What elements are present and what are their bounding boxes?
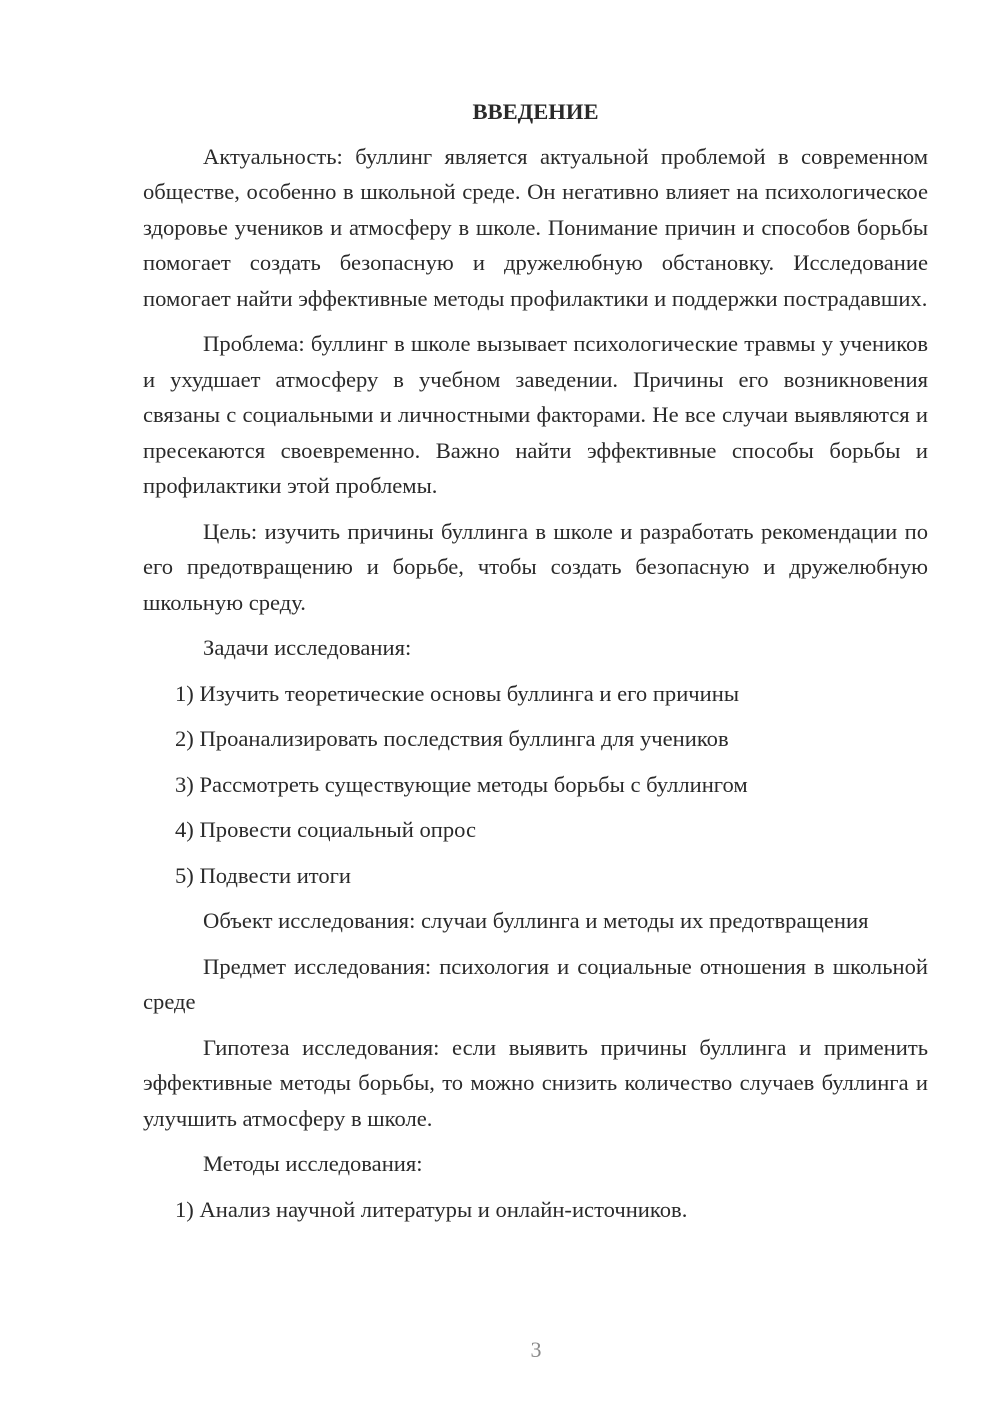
task-item: 5) Подвести итоги [175,862,352,888]
paragraph-object: Объект исследования: случаи буллинга и методы их предотвращения [203,908,869,933]
paragraph-relevance: Актуальность: буллинг является актуальной проблемой в современном обществе, особенно в школьной среде. Он негативно влияет на психологическое здоровье учеников и атмосферу в школе. Понимание причин и способов борьбы помогает создать безопасную и дружелюбную обстановку. Исследование помогает найти эффективные методы профилактики и поддержки пострадавших. [143,143,928,311]
task-item: 2) Проанализировать последствия буллинга для учеников [175,726,729,751]
paragraph-subject: Предмет исследования: психология и социальные отношения в школьной среде [143,953,928,1014]
task-item: 1) Изучить теоретические основы буллинга и его причины [175,680,740,706]
tasks-heading: Задачи исследования: [203,635,412,660]
paragraph-goal: Цель: изучить причины буллинга в школе и разработать рекомендации по его предотвращению и борьбе, чтобы создать безопасную и дружелюбную школьную среду. [143,518,928,615]
page-title: ВВЕДЕНИЕ [472,99,599,124]
task-item: 4) Провести социальный опрос [175,817,477,842]
page-body [143,94,928,1237]
page-number: 3 [530,1337,542,1362]
method-item: 1) Анализ научной литературы и онлайн-источников. [175,1196,688,1222]
task-item: 3) Рассмотреть существующие методы борьбы с буллингом [175,771,748,797]
paragraph-hypothesis: Гипотеза исследования: если выявить причины буллинга и применить эффективные методы борьбы, то можно снизить количество случаев буллинга и улучшить атмосферу в школе. [143,1034,928,1131]
methods-heading: Методы исследования: [203,1151,423,1176]
paragraph-problem: Проблема: буллинг в школе вызывает психологические травмы у учеников и ухудшает атмосферу в учебном заведении. Причины его возникновения связаны с социальными и личностными факторами. Не все случаи выявляются и пресекаются своевременно. Важно найти эффективные способы борьбы и профилактики этой проблемы. [143,331,928,498]
